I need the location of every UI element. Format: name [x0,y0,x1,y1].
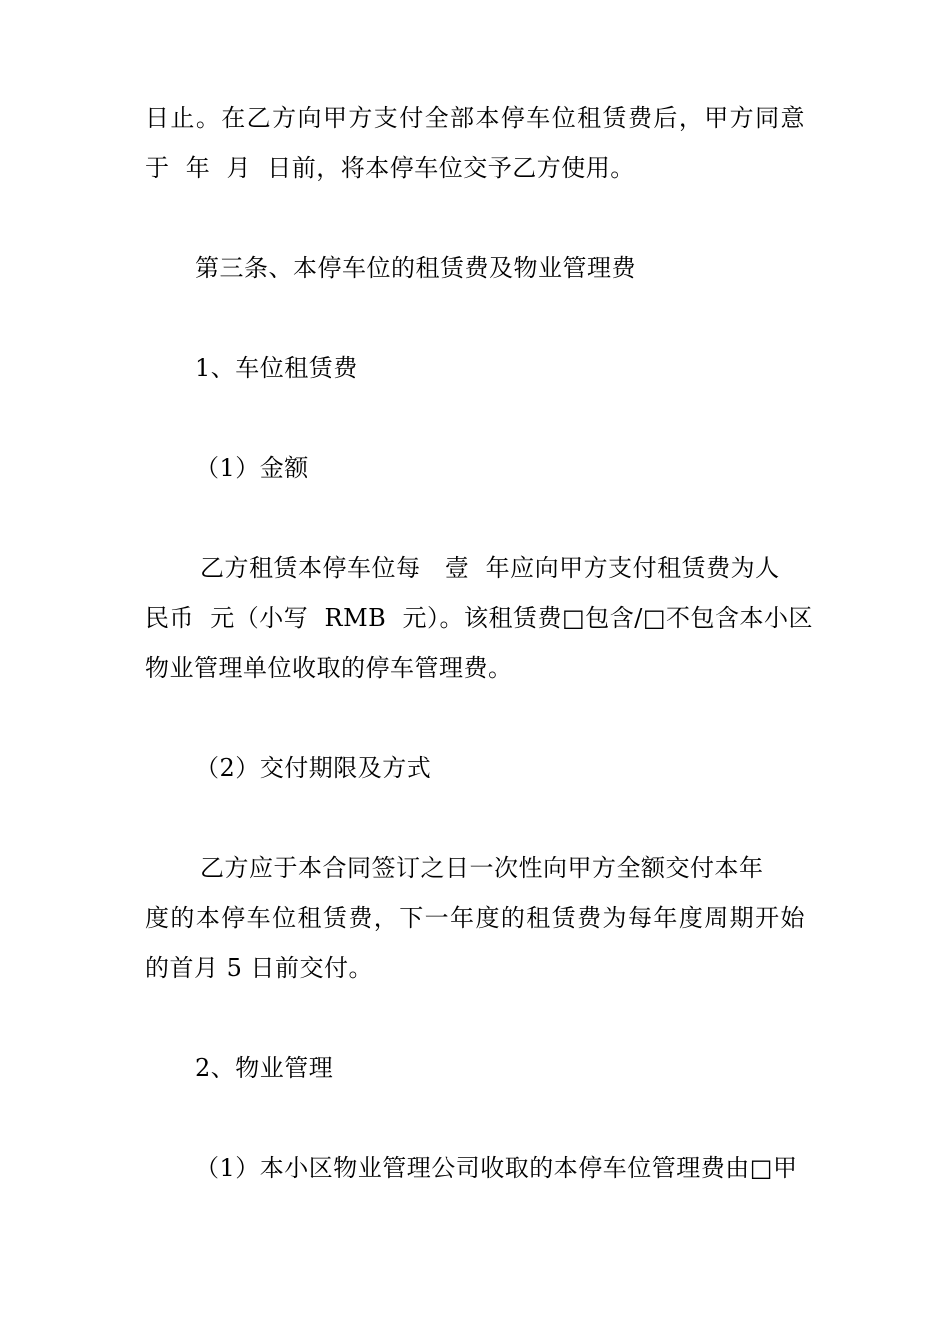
paragraph-line-1: 日止。在乙方向甲方支付全部本停车位租赁费后，甲方同意 [145,104,805,132]
subsection-heading-amount: （1）金额 [195,454,309,482]
section-heading-2: 2、物业管理 [195,1054,334,1082]
article-heading: 第三条、本停车位的租赁费及物业管理费 [195,254,636,282]
paragraph-line-4: 民币 元（小写 RMB 元）。该租赁费□包含/□不包含本小区 [145,604,813,632]
paragraph-line-9: （1）本小区物业管理公司收取的本停车位管理费由□甲 [195,1154,798,1182]
paragraph-line-5: 物业管理单位收取的停车管理费。 [145,654,513,682]
paragraph-line-8: 的首月 5 日前交付。 [145,954,374,982]
paragraph-line-7: 度的本停车位租赁费，下一年度的租赁费为每年度周期开始 [145,904,805,932]
section-heading-1: 1、车位租赁费 [195,354,358,382]
paragraph-line-6: 乙方应于本合同签订之日一次性向甲方全额交付本年 [200,854,764,882]
subsection-heading-payment: （2）交付期限及方式 [195,754,432,782]
paragraph-line-2: 于 年 月 日前，将本停车位交予乙方使用。 [145,154,635,182]
paragraph-line-3: 乙方租赁本停车位每 壹 年应向甲方支付租赁费为人 [200,554,780,582]
